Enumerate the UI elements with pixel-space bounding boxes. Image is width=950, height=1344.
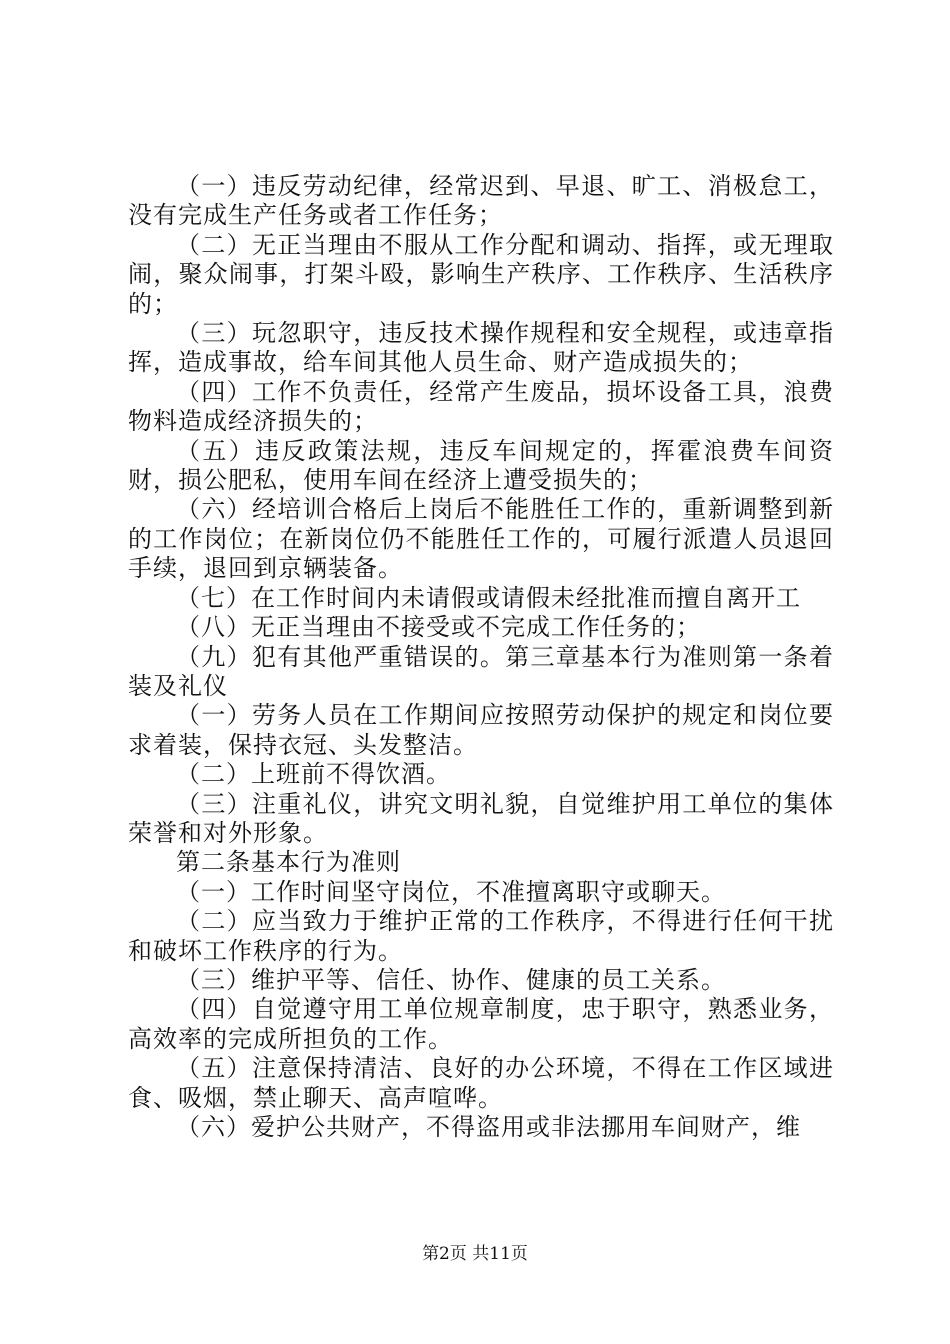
paragraph: （二）无正当理由不服从工作分配和调动、指挥，或无理取闹，聚众闹事，打架斗殴，影响生产秩序、工作秩序、生活秩序的； — [128, 230, 834, 318]
paragraph: （九）犯有其他严重错误的。第三章基本行为准则第一条着装及礼仪 — [128, 642, 834, 700]
document-body — [128, 172, 834, 1142]
paragraph: （六）经培训合格后上岗后不能胜任工作的，重新调整到新的工作岗位；在新岗位仍不能胜任工作的，可履行派遣人员退回手续，退回到京辆装备。 — [128, 495, 834, 583]
page-number-footer: 第2页 共11页 — [422, 1244, 528, 1264]
paragraph: （一）违反劳动纪律，经常迟到、早退、旷工、消极怠工，没有完成生产任务或者工作任务； — [128, 172, 834, 230]
paragraph: （三）维护平等、信任、协作、健康的员工关系。 — [176, 965, 726, 994]
paragraph: （六）爱护公共财产，不得盗用或非法挪用车间财产，维 — [176, 1113, 801, 1141]
paragraph: （三）注重礼仪，讲究文明礼貌，自觉维护用工单位的集体荣誉和对外形象。 — [128, 789, 834, 847]
paragraph: （四）自觉遵守用工单位规章制度，忠于职守，熟悉业务，高效率的完成所担负的工作。 — [128, 995, 834, 1053]
paragraph: （三）玩忽职守，违反技术操作规程和安全规程，或违章指挥，造成事故，给车间其他人员生命、财产造成损失的； — [128, 319, 834, 377]
paragraph: （五）注意保持清洁、良好的办公环境，不得在工作区域进食、吸烟，禁止聊天、高声喧哗。 — [128, 1054, 834, 1112]
paragraph: （一）工作时间坚守岗位，不准擅离职守或聊天。 — [176, 877, 726, 906]
paragraph: （四）工作不负责任，经常产生废品，损坏设备工具，浪费物料造成经济损失的； — [128, 377, 834, 436]
paragraph: （二）上班前不得饮酒。 — [176, 760, 451, 789]
section-heading: 第二条基本行为准则 — [176, 848, 401, 877]
paragraph: （二）应当致力于维护正常的工作秩序，不得进行任何干扰和破坏工作秩序的行为。 — [128, 907, 834, 965]
paragraph: （八）无正当理由不接受或不完成工作任务的； — [176, 613, 701, 642]
paragraph: （五）违反政策法规，违反车间规定的，挥霍浪费车间资财，损公肥私，使用车间在经济上遭受损失的； — [128, 436, 834, 495]
paragraph: （一）劳务人员在工作期间应按照劳动保护的规定和岗位要求着装，保持衣冠、头发整洁。 — [128, 701, 834, 759]
paragraph: （七）在工作时间内未请假或请假未经批准而擅自离开工 — [176, 583, 801, 612]
